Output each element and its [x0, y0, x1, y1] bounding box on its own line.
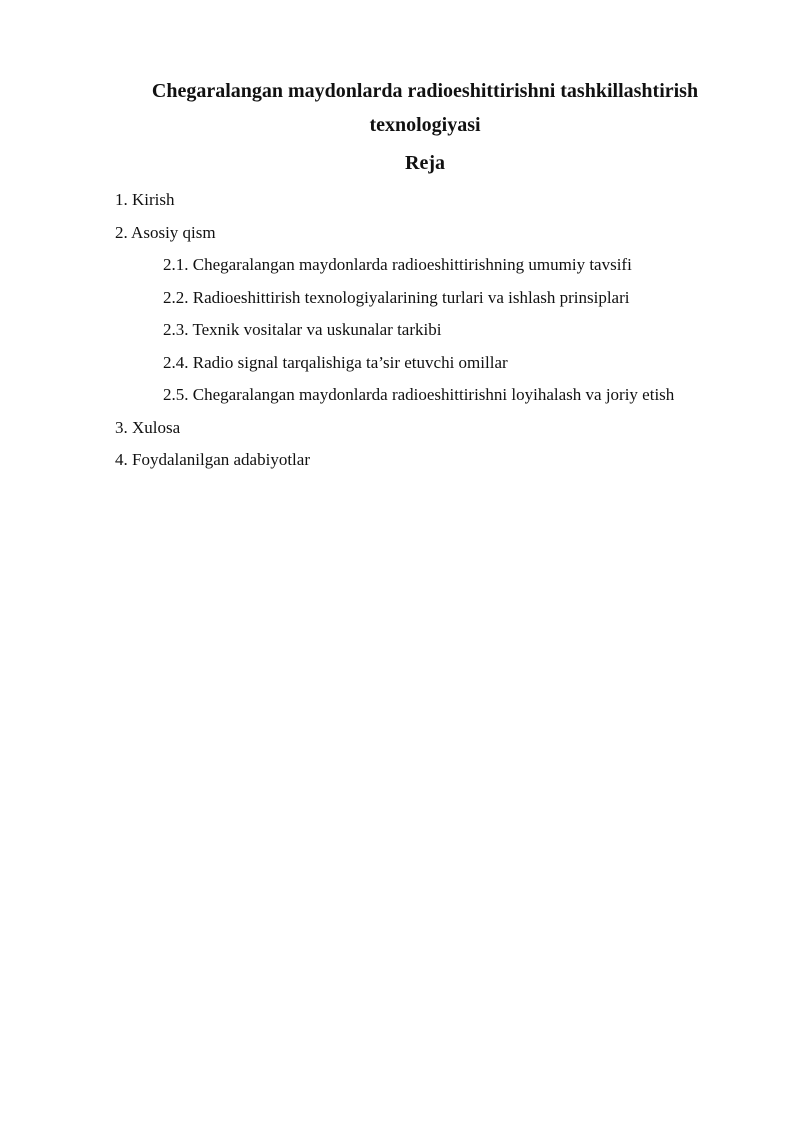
plan-item-conclusion: 3. Xulosa	[115, 417, 181, 437]
document-title: Chegaralangan maydonlarda radioeshittirishni tashkillashtirish texnologiyasi	[151, 80, 699, 136]
plan-subitem-2-3: 2.3. Texnik vositalar va uskunalar tarkibi	[163, 320, 442, 339]
plan-list	[115, 184, 755, 477]
plan-item-references: 4. Foydalanilgan adabiyotlar	[115, 450, 310, 469]
plan-subitem-2-2: 2.2. Radioeshittirish texnologiyalarining turlari va ishlash prinsiplari	[163, 287, 630, 307]
plan-item-introduction: 1. Kirish	[115, 190, 175, 209]
plan-subitem-2-1: 2.1. Chegaralangan maydonlarda radioeshittirishning umumiy tavsifi	[163, 255, 632, 274]
plan-item-main-part: 2. Asosiy qism	[115, 222, 216, 242]
plan-heading: Reja	[405, 152, 445, 174]
plan-subitem-2-5: 2.5. Chegaralangan maydonlarda radioeshittirishni loyihalash va joriy etish	[163, 385, 675, 404]
plan-subitem-2-4: 2.4. Radio signal tarqalishiga ta’sir etuvchi omillar	[163, 352, 508, 372]
